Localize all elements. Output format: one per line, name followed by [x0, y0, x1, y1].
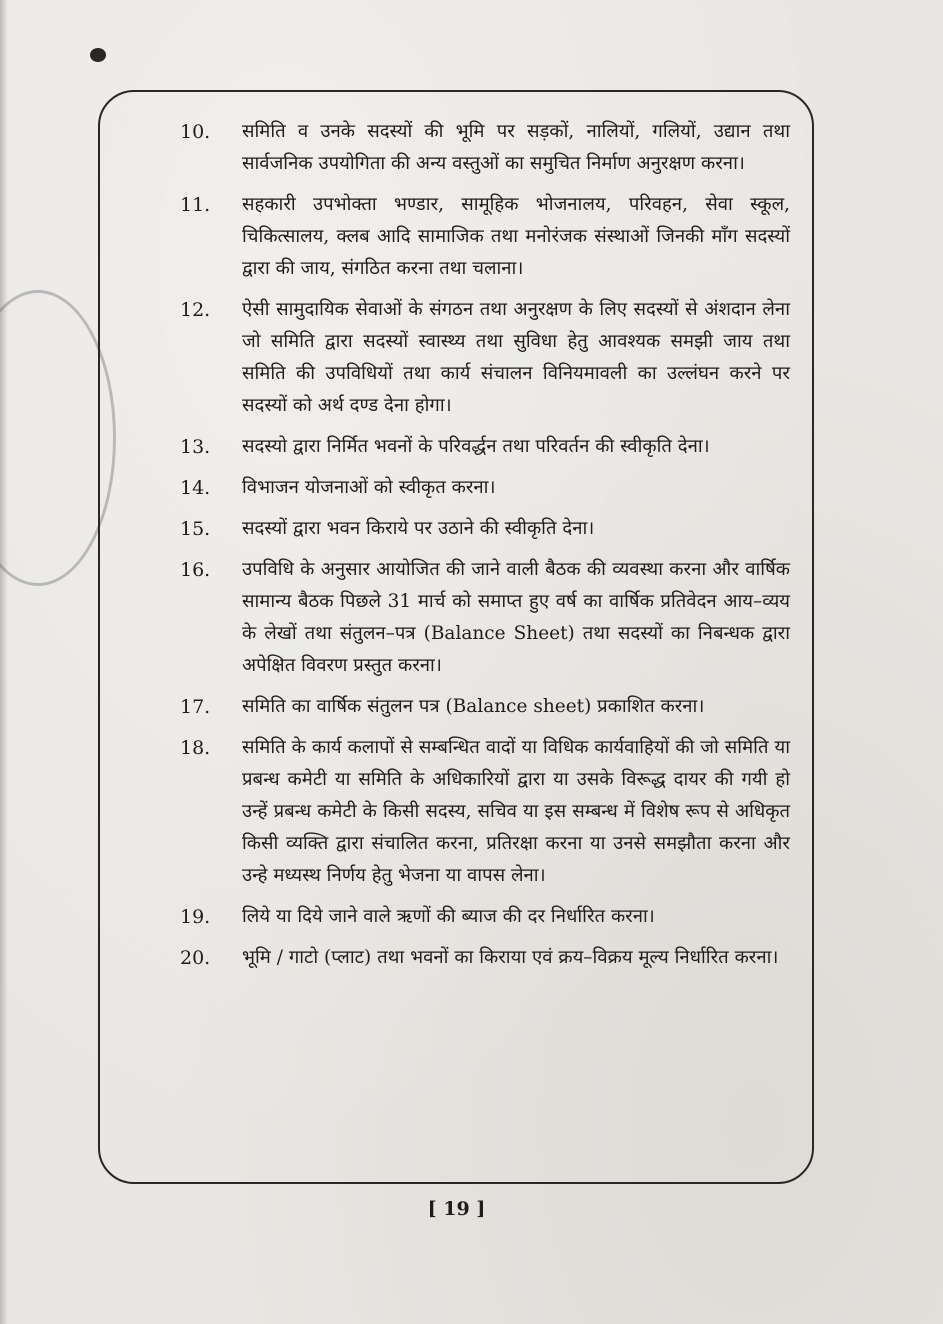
clause-item [180, 732, 790, 892]
punch-hole [90, 48, 106, 62]
clause-item [180, 189, 790, 285]
clause-item [180, 901, 790, 933]
clause-text: सदस्यो द्वारा निर्मित भवनों के परिवर्द्धन तथा परिवर्तन की स्वीकृति देना। [242, 436, 710, 457]
clause-text: समिति व उनके सदस्यों की भूमि पर सड़कों, नालियों, गलियों, उद्यान तथा सार्वजनिक उपयोगिता की अन्य वस्तुओं का समुचित निर्माण अनुरक्षण करना। [242, 121, 790, 174]
clause-item [180, 513, 790, 545]
clause-number: 14. [180, 477, 211, 499]
clause-item [180, 294, 790, 422]
clause-text: सदस्यों द्वारा भवन किराये पर उठाने की स्वीकृति देना। [242, 518, 595, 539]
clause-text: लिये या दिये जाने वाले ऋणों की ब्याज की दर निर्धारित करना। [242, 906, 655, 927]
clause-text: समिति का वार्षिक संतुलन पत्र (Balance sheet) प्रकाशित करना। [242, 696, 705, 717]
clause-number: 12. [180, 299, 211, 321]
clause-number: 20. [180, 947, 211, 969]
clause-number: 15. [180, 518, 211, 540]
clause-text: विभाजन योजनाओं को स्वीकृत करना। [242, 477, 496, 498]
clause-number: 10. [180, 121, 211, 143]
clause-item [180, 554, 790, 682]
clause-number: 13. [180, 436, 211, 458]
clause-item [180, 472, 790, 504]
clause-number: 18. [180, 737, 211, 759]
clause-number: 16. [180, 559, 211, 581]
clause-item [180, 431, 790, 463]
clause-text: उपविधि के अनुसार आयोजित की जाने वाली बैठक की व्यवस्था करना और वार्षिक सामान्य बैठक पिछले 31 मार्च को समाप्त हुए वर्ष का वार्षिक प्रतिवेदन आय–व्यय के लेखों तथा संतुलन–पत्र (Balance Sheet) तथा सदस्यों का निबन्धक द्वारा अपेक्षित विवरण प्रस्तुत करना। [242, 559, 790, 676]
clause-number: 11. [180, 194, 211, 216]
clause-number: 19. [180, 906, 211, 928]
clause-text: सहकारी उपभोक्ता भण्डार, सामूहिक भोजनालय, परिवहन, सेवा स्कूल, चिकित्सालय, क्लब आदि सामाजिक तथा मनोरंजक संस्थाओं जिनकी माँग सदस्यों द्वारा की जाय, संगठित करना तथा चलाना। [242, 194, 790, 279]
clause-text: ऐसी सामुदायिक सेवाओं के संगठन तथा अनुरक्षण के लिए सदस्यों से अंशदान लेना जो समिति द्वारा सदस्यों स्वास्थ्य तथा सुविधा हेतु आवश्यक समझी जाय तथा समिति की उपविधियों तथा कार्य संचालन विनियमावली का उल्लंघन करने पर सदस्यों को अर्थ दण्ड देना होगा। [242, 299, 790, 416]
clause-text: समिति के कार्य कलापों से सम्बन्धित वादों या विधिक कार्यवाहियों की जो समिति या प्रबन्ध कमेटी या समिति के अधिकारियों द्वारा या उसके विरूद्ध दायर की गयी हो उन्हें प्रबन्ध कमेटी के किसी सदस्य, सचिव या इस सम्बन्ध में विशेष रूप से अधिकृत किसी व्यक्ति द्वारा संचालित करना, प्रतिरक्षा करना या उनसे समझौता करना और उन्हे मध्यस्थ निर्णय हेतु भेजना या वापस लेना। [242, 737, 790, 886]
clause-item [180, 691, 790, 723]
clause-item [180, 116, 790, 180]
clause-text: भूमि / गाटो (प्लाट) तथा भवनों का किराया एवं क्रय–विक्रय मूल्य निर्धारित करना। [242, 947, 779, 968]
page-edge-shadow [0, 0, 8, 1324]
clause-item [180, 942, 790, 974]
page-number: [ 19 ] [427, 1198, 486, 1220]
clause-number: 17. [180, 696, 211, 718]
clause-list [180, 116, 790, 983]
